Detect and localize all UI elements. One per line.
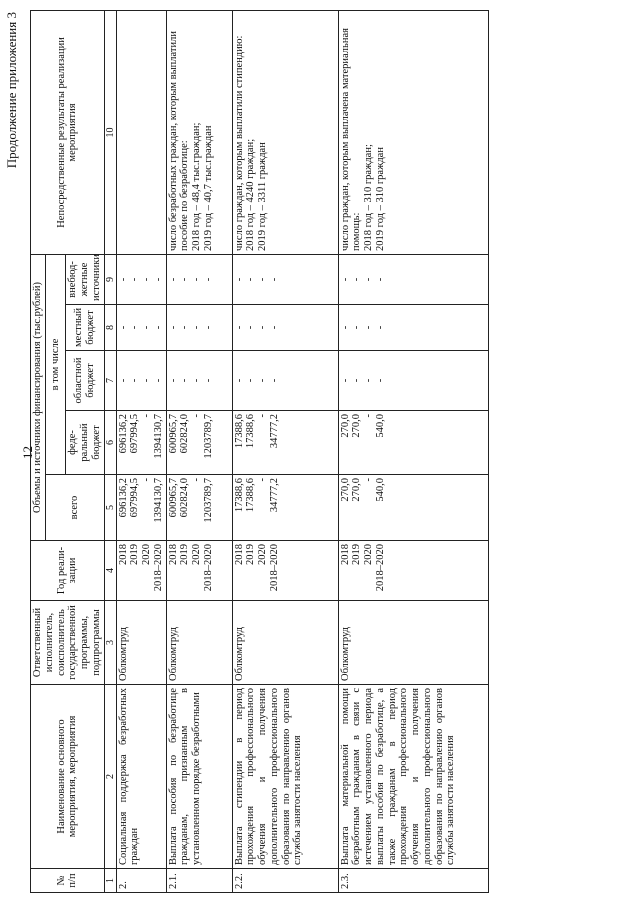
col-number: 1	[104, 869, 116, 893]
row-responsible: Облкомтруд	[166, 601, 232, 685]
header-local: местный бюджет	[66, 305, 104, 351]
col-number: 5	[104, 475, 116, 541]
col-number: 9	[104, 254, 116, 304]
row-local: - - - -	[166, 305, 232, 351]
row-federal: 17388,6 17388,6 - 34777,2	[232, 411, 338, 475]
col-number: 2	[104, 685, 116, 869]
row-result: число граждан, которым выплатили стипендию: 2018 год – 4240 граждан; 2019 год – 3311 граждан	[232, 10, 338, 254]
row-num: 2.3.	[338, 869, 488, 893]
row-years: 2018 2019 2020 2018–2020	[116, 541, 166, 601]
header-responsible: Ответственный исполнитель, соисполнитель государственной программы, подпрограммы	[31, 601, 105, 685]
header-year: Год реали-зации	[31, 541, 105, 601]
col-number: 3	[104, 601, 116, 685]
row-num: 2.	[116, 869, 166, 893]
row-num: 2.2.	[232, 869, 338, 893]
row-extra: - - - -	[116, 254, 166, 304]
row-local: - - - -	[116, 305, 166, 351]
table-row	[338, 10, 488, 892]
col-number: 8	[104, 305, 116, 351]
row-extra: - - - -	[232, 254, 338, 304]
row-name: Выплата материальной помощи безработным гражданам в связи с истечением установленного периода выплаты пособия по безработице, а также гражданам в период прохождения профессионального обучения и получения дополнительного профессионального образования по направлению органов службы занятости населения	[338, 685, 488, 869]
row-years: 2018 2019 2020 2018–2020	[166, 541, 232, 601]
header-incl: в том числе	[45, 254, 66, 474]
row-years: 2018 2019 2020 2018–2020	[338, 541, 488, 601]
row-name: Социальная поддержка безработных граждан	[116, 685, 166, 869]
row-total: 270,0 270,0 - 540,0	[338, 475, 488, 541]
header-total: всего	[45, 475, 104, 541]
col-number: 10	[104, 10, 116, 254]
row-local: - - - -	[338, 305, 488, 351]
row-total: 696136,2 697994,5 - 1394130,7	[116, 475, 166, 541]
row-name: Выплата стипендии в период прохождения профессионального обучения и получения дополнительного профессионального образования по направлению органов службы занятости населения	[232, 685, 338, 869]
appendix-label: Продолжение приложения 3	[4, 12, 19, 169]
row-num: 2.1.	[166, 869, 232, 893]
col-number: 7	[104, 351, 116, 411]
header-regional: областной бюджет	[66, 351, 104, 411]
row-regional: - - - -	[338, 351, 488, 411]
row-federal: 270,0 270,0 - 540,0	[338, 411, 488, 475]
row-extra: - - - -	[338, 254, 488, 304]
row-responsible: Облкомтруд	[116, 601, 166, 685]
row-total: 600965,7 602824,0 - 1203789,7	[166, 475, 232, 541]
table-row	[166, 10, 232, 892]
table-row	[116, 10, 166, 892]
table-row	[232, 10, 338, 892]
row-total: 17388,6 17388,6 - 34777,2	[232, 475, 338, 541]
row-result	[116, 10, 166, 254]
row-regional: - - - -	[166, 351, 232, 411]
header-funding: Объемы и источники финансирования (тыс.рублей)	[31, 254, 46, 540]
col-number: 6	[104, 411, 116, 475]
header-results: Непосредственные результаты реализации мероприятия	[31, 10, 105, 254]
header-federal: феде-ральный бюджет	[66, 411, 104, 475]
page-number: 12	[20, 446, 35, 459]
row-regional: - - - -	[116, 351, 166, 411]
row-responsible: Облкомтруд	[232, 601, 338, 685]
row-responsible: Облкомтруд	[338, 601, 488, 685]
header-num: № п/п	[31, 869, 105, 893]
col-number: 4	[104, 541, 116, 601]
row-federal: 696136,2 697994,5 - 1394130,7	[116, 411, 166, 475]
program-table	[30, 10, 489, 893]
header-name: Наименование основного мероприятия, мероприятия	[31, 685, 105, 869]
header-extra: внебюд-жетные источники	[66, 254, 104, 304]
row-regional: - - - -	[232, 351, 338, 411]
row-years: 2018 2019 2020 2018–2020	[232, 541, 338, 601]
row-extra: - - - -	[166, 254, 232, 304]
row-result: число безработных граждан, которым выплатили пособие по безработице: 2018 год – 48,4 тыс.граждан; 2019 год – 40,7 тыс.граждан	[166, 10, 232, 254]
row-name: Выплата пособия по безработице гражданам, признанным в установленном порядке безработными	[166, 685, 232, 869]
row-local: - - - -	[232, 305, 338, 351]
row-federal: 600965,7 602824,0 - 1203789,7	[166, 411, 232, 475]
row-result: число граждан, которым выплачена материальная помощь: 2018 год – 310 граждан; 2019 год – 310 граждан	[338, 10, 488, 254]
